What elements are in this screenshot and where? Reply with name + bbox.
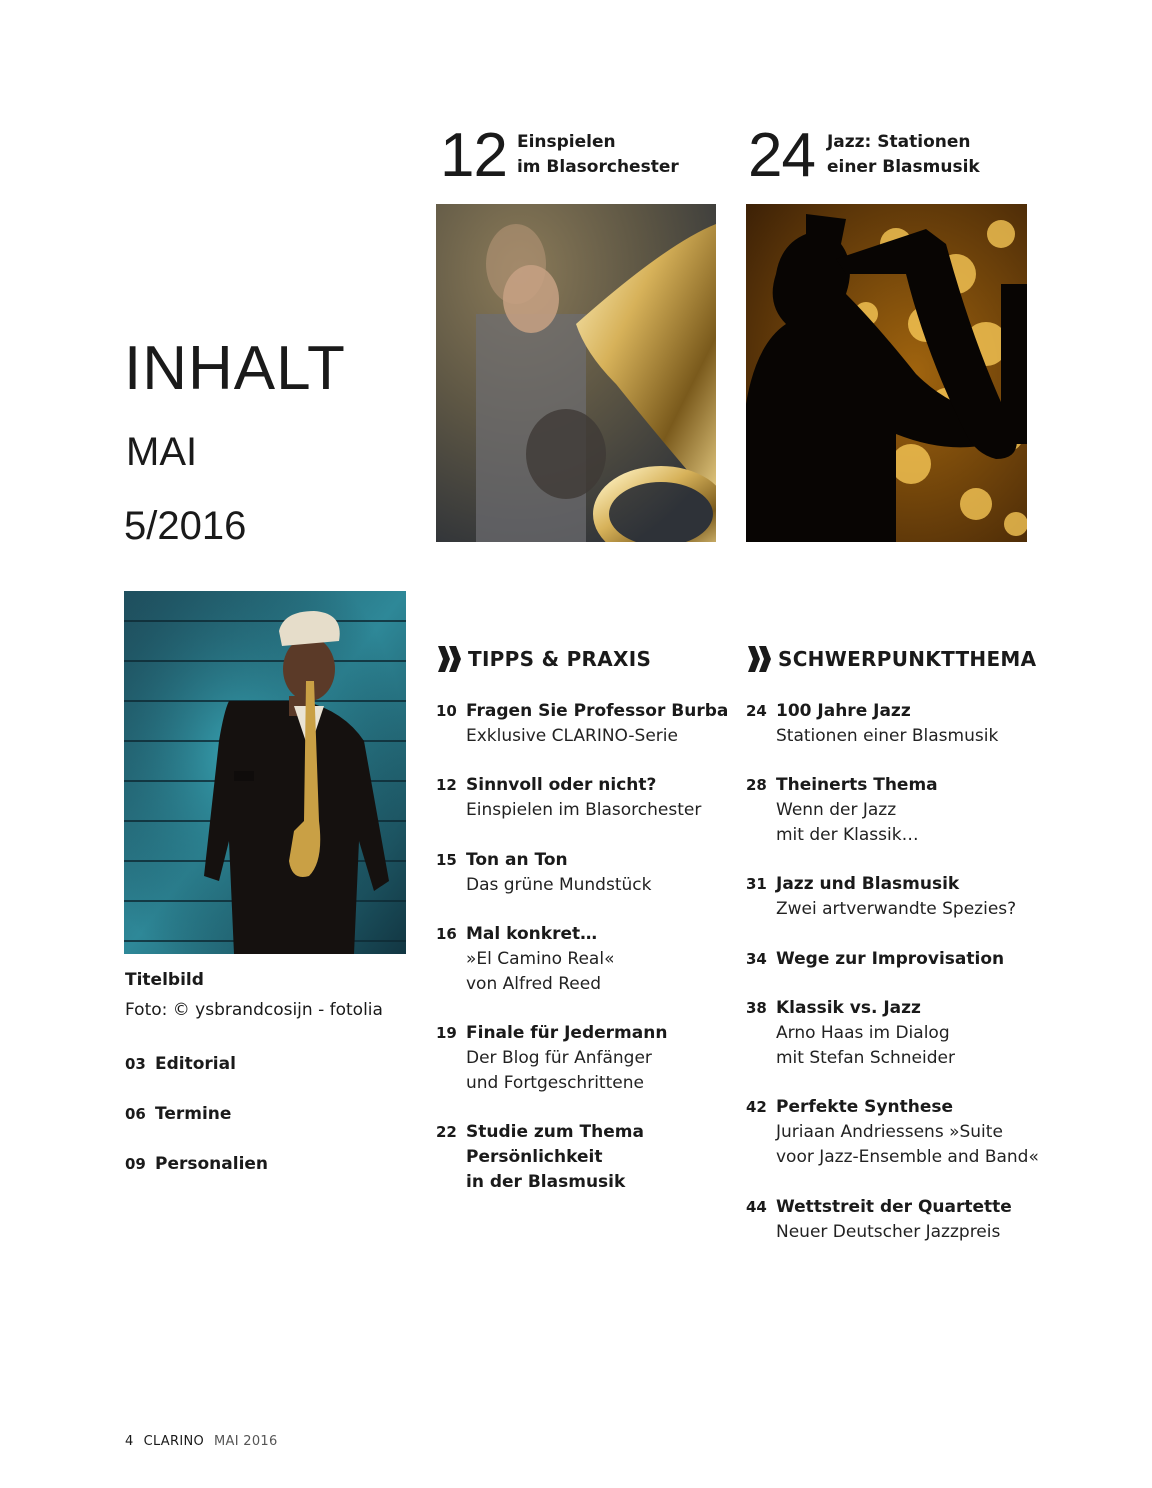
cover-image[interactable] bbox=[124, 591, 406, 954]
featured-title-line1: Jazz: Stationen bbox=[826, 132, 971, 152]
toc-entry[interactable] bbox=[746, 1195, 1046, 1245]
featured-page-number: 12 bbox=[440, 121, 507, 190]
double-chevron-icon bbox=[436, 645, 462, 673]
cover-label: Titelbild bbox=[125, 970, 204, 990]
featured-page-number: 24 bbox=[748, 121, 815, 190]
toc-entry[interactable] bbox=[436, 1021, 736, 1096]
section-heading-label: TIPPS & PRAXIS bbox=[468, 647, 652, 671]
toc-entry-subtitle: »El Camino Real« bbox=[466, 949, 615, 969]
featured-title-line2: im Blasorchester bbox=[516, 157, 679, 177]
toc-entry-title: Persönlichkeit bbox=[466, 1147, 603, 1167]
toc-entry[interactable] bbox=[746, 996, 1046, 1071]
toc-page-number: 10 bbox=[436, 702, 457, 720]
toc-page-number: 19 bbox=[436, 1024, 457, 1042]
featured-title-line1: Einspielen bbox=[516, 132, 616, 152]
toc-entry[interactable] bbox=[746, 773, 1046, 848]
toc-entry-subtitle: Juriaan Andriessens »Suite bbox=[776, 1122, 1003, 1142]
toc-page-number: 16 bbox=[436, 925, 457, 943]
toc-entry-subtitle: Neuer Deutscher Jazzpreis bbox=[776, 1222, 1001, 1242]
toc-entry[interactable] bbox=[436, 699, 736, 749]
toc-entry[interactable] bbox=[436, 922, 736, 997]
toc-entry-title: Wettstreit der Quartette bbox=[776, 1197, 1012, 1217]
toc-entry[interactable] bbox=[746, 947, 1046, 972]
section-heading-tipps bbox=[436, 645, 651, 673]
featured-article-2[interactable] bbox=[748, 121, 980, 190]
toc-entry-title: 100 Jahre Jazz bbox=[776, 701, 911, 721]
toc-page-number: 42 bbox=[746, 1098, 767, 1116]
toc-entry-subtitle: Wenn der Jazz bbox=[776, 800, 897, 820]
toc-entry[interactable] bbox=[746, 872, 1046, 922]
toc-page-number: 09 bbox=[125, 1155, 146, 1173]
toc-entry-title: Klassik vs. Jazz bbox=[776, 998, 921, 1018]
toc-entry-subtitle: Exklusive CLARINO-Serie bbox=[466, 726, 678, 746]
toc-entry[interactable] bbox=[746, 1095, 1046, 1170]
toc-entry-title: Finale für Jedermann bbox=[466, 1023, 668, 1043]
toc-entry-subtitle: mit der Klassik… bbox=[776, 825, 919, 845]
toc-entry-title: in der Blasmusik bbox=[466, 1172, 626, 1192]
toc-item-label: Editorial bbox=[155, 1054, 236, 1074]
toc-entry-title: Wege zur Improvisation bbox=[776, 949, 1005, 969]
featured-image-tuba-conductor[interactable] bbox=[436, 204, 716, 542]
toc-entry-title: Studie zum Thema bbox=[466, 1122, 644, 1142]
issue-month: MAI bbox=[126, 430, 198, 474]
toc-page-number: 38 bbox=[746, 999, 767, 1017]
toc-entry[interactable] bbox=[436, 848, 736, 898]
toc-page-number: 24 bbox=[746, 702, 767, 720]
footer-date: MAI 2016 bbox=[214, 1434, 278, 1449]
toc-entry-subtitle: Einspielen im Blasorchester bbox=[466, 800, 702, 820]
page-title: INHALT bbox=[124, 334, 346, 403]
toc-entry-subtitle: Arno Haas im Dialog bbox=[776, 1023, 950, 1043]
toc-entry[interactable] bbox=[746, 699, 1046, 749]
toc-page-number: 15 bbox=[436, 851, 457, 869]
toc-page-number: 28 bbox=[746, 776, 767, 794]
toc-page-number: 03 bbox=[125, 1055, 146, 1073]
toc-entry-title: Theinerts Thema bbox=[776, 775, 938, 795]
footer-magazine: CLARINO bbox=[143, 1434, 205, 1449]
featured-title-line2: einer Blasmusik bbox=[826, 157, 980, 177]
footer-page-number: 4 bbox=[125, 1434, 134, 1449]
toc-entry[interactable] bbox=[436, 773, 736, 823]
toc-page-number: 06 bbox=[125, 1105, 146, 1123]
issue-number: 5/2016 bbox=[124, 504, 247, 548]
featured-article-1[interactable] bbox=[440, 121, 679, 190]
toc-entry[interactable] bbox=[436, 1120, 736, 1195]
toc-entry-subtitle: und Fortgeschrittene bbox=[466, 1073, 644, 1093]
toc-item-label: Personalien bbox=[155, 1154, 269, 1174]
toc-entry-subtitle: mit Stefan Schneider bbox=[776, 1048, 955, 1068]
double-chevron-icon bbox=[746, 645, 772, 673]
toc-entry-title: Fragen Sie Professor Burba bbox=[466, 701, 729, 721]
toc-entry-title: Mal konkret… bbox=[466, 924, 598, 944]
toc-item-termine[interactable] bbox=[125, 1104, 231, 1124]
toc-entry-title: Ton an Ton bbox=[466, 850, 568, 870]
toc-entry-subtitle: Stationen einer Blasmusik bbox=[776, 726, 999, 746]
toc-entry-subtitle: Zwei artverwandte Spezies? bbox=[776, 899, 1017, 919]
section-heading-schwerpunkt bbox=[746, 645, 1036, 673]
toc-entry-subtitle: von Alfred Reed bbox=[466, 974, 602, 994]
toc-entry-title: Sinnvoll oder nicht? bbox=[466, 775, 657, 795]
toc-page-number: 22 bbox=[436, 1123, 457, 1141]
toc-entry-title: Perfekte Synthese bbox=[776, 1097, 954, 1117]
toc-entry-title: Jazz und Blasmusik bbox=[776, 874, 960, 894]
toc-page-number: 44 bbox=[746, 1198, 767, 1216]
cover-credit: Foto: © ysbrandcosijn - fotolia bbox=[125, 1000, 383, 1020]
toc-entry-subtitle: Der Blog für Anfänger bbox=[466, 1048, 652, 1068]
page-footer bbox=[125, 1434, 288, 1449]
toc-page-number: 34 bbox=[746, 950, 767, 968]
toc-item-editorial[interactable] bbox=[125, 1054, 236, 1074]
toc-page-number: 31 bbox=[746, 875, 767, 893]
toc-item-personalien[interactable] bbox=[125, 1154, 268, 1174]
toc-entry-subtitle: Das grüne Mundstück bbox=[466, 875, 652, 895]
toc-entry-subtitle: voor Jazz-Ensemble and Band« bbox=[776, 1147, 1039, 1167]
toc-item-label: Termine bbox=[155, 1104, 232, 1124]
section-heading-label: SCHWERPUNKTTHEMA bbox=[778, 647, 1037, 671]
featured-image-saxophone-silhouette[interactable] bbox=[746, 204, 1027, 542]
toc-page-number: 12 bbox=[436, 776, 457, 794]
